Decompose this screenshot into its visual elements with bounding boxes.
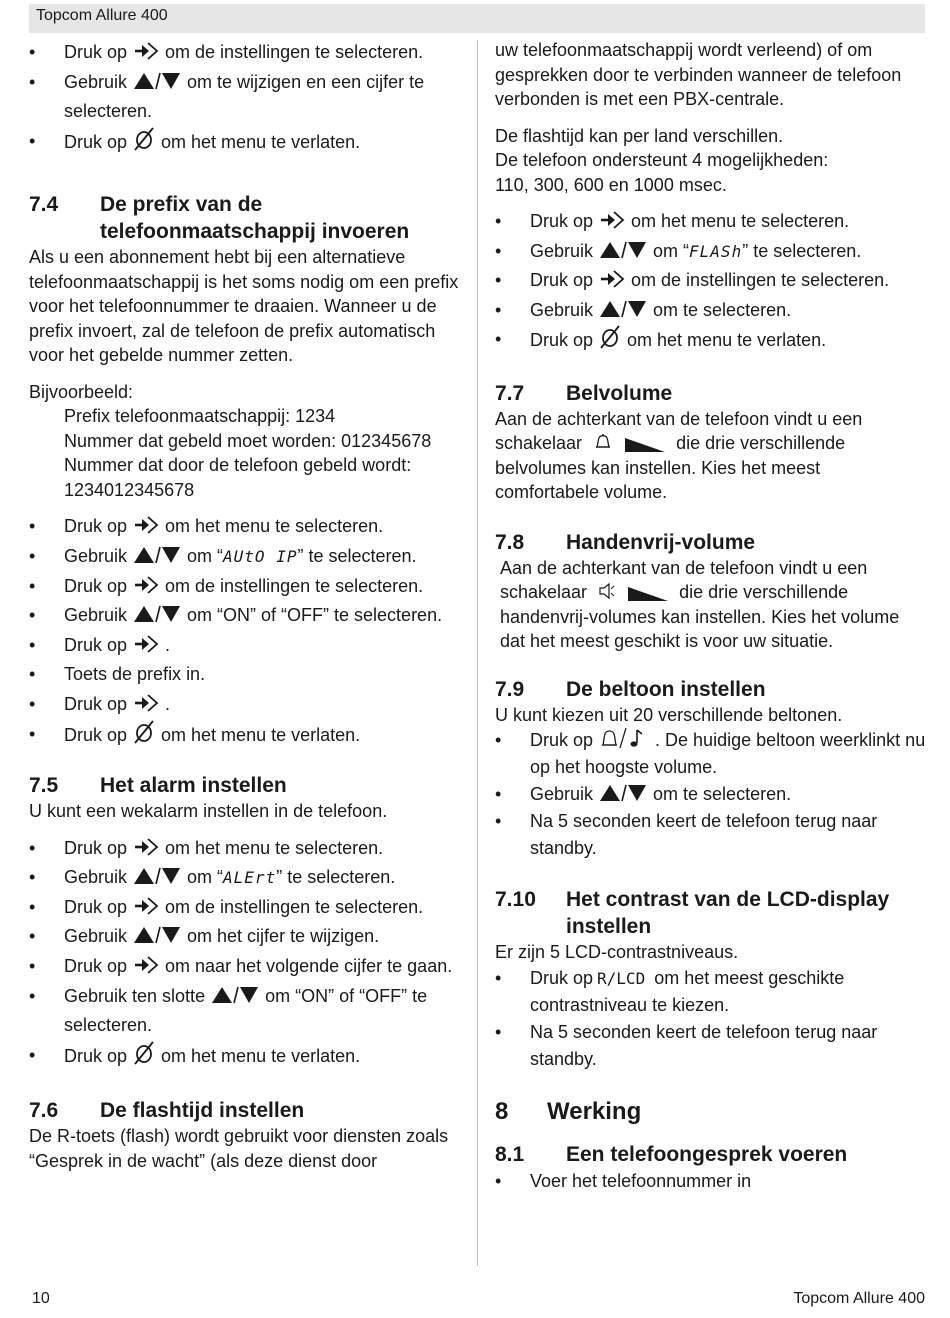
menu-arrow-icon xyxy=(127,897,165,917)
menu-arrow-icon xyxy=(127,576,165,596)
list-item: • Gebruik om te wijzigen en een cijfer te selecteren. xyxy=(29,68,469,127)
menu-arrow-icon xyxy=(127,635,165,655)
prefix-steps xyxy=(29,512,469,750)
footer-product: Topcom Allure 400 xyxy=(793,1290,925,1307)
list-item: • Druk op om de instellingen te selecteren. xyxy=(29,572,469,602)
example-line: Prefix telefoonmaatschappij: 1234 xyxy=(64,406,336,427)
list-item: • Druk op . De huidige beltoon weerklinkt nu op het hoogste volume. xyxy=(495,727,927,781)
page-number: 10 xyxy=(32,1290,50,1307)
exit-slash-circle-icon xyxy=(593,330,627,350)
list-item: • Druk op om het menu te verlaten. xyxy=(495,325,927,356)
bell-icon xyxy=(593,432,613,452)
list-item: • Na 5 seconden keert de telefoon terug naar standby. xyxy=(495,1019,927,1073)
list-item: • Druk op om naar het volgende cijfer te gaan. xyxy=(29,952,469,982)
list-item: • Gebruik ten slotte om “ON” of “OFF” te selecteren. xyxy=(29,982,469,1041)
list-item: • Gebruik om “ALErt” te selecteren. xyxy=(29,863,469,893)
menu-arrow-icon xyxy=(127,956,165,976)
intro-steps xyxy=(29,38,469,157)
section-paragraph: Als u een abonnement hebt bij een alternatieve telefoonmaatschappij is het soms nodig om een prefix voor het telefoonnummer te draaien. Wanneer u de prefix invoert, zal de telefoon de prefix automatisch voor het gebelde nummer zetten. xyxy=(29,247,459,366)
flash-paragraph: 110, 300, 600 en 1000 msec. xyxy=(495,174,727,195)
running-header xyxy=(29,4,925,33)
list-item: • Gebruik om “AUtO IP” te selecteren. xyxy=(29,542,469,572)
example-line: Nummer dat door de telefoon gebeld wordt: xyxy=(64,455,412,476)
up-down-arrows-icon xyxy=(593,241,653,261)
menu-arrow-icon xyxy=(127,694,165,714)
call-steps xyxy=(495,1168,927,1195)
list-item: • Gebruik om het cijfer te wijzigen. xyxy=(29,922,469,952)
header-title: Topcom Allure 400 xyxy=(36,7,168,24)
volume-ramp-icon xyxy=(625,436,665,452)
exit-slash-circle-icon xyxy=(127,132,161,152)
up-down-arrows-icon xyxy=(593,300,653,320)
list-item: • Gebruik om te selecteren. xyxy=(495,296,927,326)
section-paragraph: Aan de achterkant van de telefoon vindt u een schakelaar die drie verschillende handenvrij-volumes kan instellen. Kies het volume dat het meest geschikt is voor uw situatie. xyxy=(500,557,900,652)
bell-note-icon xyxy=(599,727,649,749)
section-heading-7-8: 7.8 Handenvrij-volume xyxy=(495,530,756,554)
list-item: • Druk op R/LCD om het meest geschikte contrastniveau te kiezen. xyxy=(495,965,927,1019)
left-column xyxy=(29,38,469,1173)
list-item: • Na 5 seconden keert de telefoon terug naar standby. xyxy=(495,808,927,862)
up-down-arrows-icon xyxy=(127,72,187,92)
menu-arrow-icon xyxy=(127,838,165,858)
list-item: • Voer het telefoonnummer in xyxy=(495,1168,927,1195)
section-heading-8: 8 Werking xyxy=(495,1097,642,1125)
section-heading-8-1: 8.1 Een telefoongesprek voeren xyxy=(495,1142,848,1166)
list-item: • Gebruik om “ON” of “OFF” te selecteren. xyxy=(29,601,469,631)
list-item: • Druk op om de instellingen te selecteren. xyxy=(495,266,927,296)
lcd-text: FLASh xyxy=(689,241,743,261)
exit-slash-circle-icon xyxy=(127,1046,161,1066)
menu-arrow-icon xyxy=(127,516,165,536)
example-line: 1234012345678 xyxy=(64,479,195,500)
up-down-arrows-icon xyxy=(593,784,653,804)
list-item: • Toets de prefix in. xyxy=(29,660,469,690)
exit-slash-circle-icon xyxy=(127,725,161,745)
right-column xyxy=(495,38,927,1195)
example-label: Bijvoorbeeld: xyxy=(29,381,134,402)
list-item: • Druk op om het menu te verlaten. xyxy=(29,720,469,751)
list-item: • Druk op om de instellingen te selecteren. xyxy=(29,38,469,68)
section-paragraph: U kunt een wekalarm instellen in de telefoon. xyxy=(29,801,388,822)
continued-paragraph: uw telefoonmaatschappij wordt verleend) of om gesprekken door te verbinden wanneer de telefoon verbonden is met een PBX-centrale. xyxy=(495,40,902,109)
list-item: • Druk op om het menu te verlaten. xyxy=(29,127,469,158)
section-paragraph: Er zijn 5 LCD-contrastniveaus. xyxy=(495,942,739,963)
up-down-arrows-icon xyxy=(127,546,187,566)
list-item: • Druk op om de instellingen te selecteren. xyxy=(29,893,469,923)
list-item: • Gebruik om “FLASh” te selecteren. xyxy=(495,237,927,267)
up-down-arrows-icon xyxy=(127,926,187,946)
section-heading-7-9: 7.9 De beltoon instellen xyxy=(495,677,766,701)
column-divider xyxy=(477,40,478,1266)
up-down-arrows-icon xyxy=(127,605,187,625)
list-item: • Druk op om het menu te selecteren. xyxy=(29,512,469,542)
up-down-arrows-icon xyxy=(205,986,265,1006)
list-item: • Druk op . xyxy=(29,631,469,661)
flash-paragraph: De flashtijd kan per land verschillen. xyxy=(495,125,784,146)
speaker-icon xyxy=(598,581,616,601)
list-item: • Druk op . xyxy=(29,690,469,720)
section-paragraph: Aan de achterkant van de telefoon vindt u een schakelaar die drie verschillende belvolumes kan instellen. Kies het meest comfortabele volume. xyxy=(495,408,863,503)
list-item: • Druk op om het menu te selecteren. xyxy=(29,834,469,864)
up-down-arrows-icon xyxy=(127,867,187,887)
menu-arrow-icon xyxy=(127,42,165,62)
menu-arrow-icon xyxy=(593,211,631,231)
flash-steps xyxy=(495,207,927,356)
contrast-steps xyxy=(495,965,927,1073)
section-heading-7-5: 7.5 Het alarm instellen xyxy=(29,774,287,798)
list-item: • Druk op om het menu te selecteren. xyxy=(495,207,927,237)
section-heading-7-7: 7.7 Belvolume xyxy=(495,381,673,405)
alarm-steps xyxy=(29,834,469,1072)
section-heading-7-4: 7.4 De prefix van de telefoonmaatschappij invoeren xyxy=(29,193,410,244)
lcd-text: ALErt xyxy=(223,868,277,888)
menu-arrow-icon xyxy=(593,270,631,290)
ringtone-steps xyxy=(495,727,927,862)
volume-ramp-icon xyxy=(628,585,668,601)
list-item: • Druk op om het menu te verlaten. xyxy=(29,1041,469,1072)
flash-paragraph: De telefoon ondersteunt 4 mogelijkheden: xyxy=(495,150,829,170)
example-line: Nummer dat gebeld moet worden: 012345678 xyxy=(64,430,432,451)
rlcd-key-label: R/LCD xyxy=(597,968,646,988)
section-paragraph: U kunt kiezen uit 20 verschillende beltonen. xyxy=(495,704,843,725)
section-paragraph: De R-toets (flash) wordt gebruikt voor diensten zoals “Gesprek in de wacht” (als deze dienst door xyxy=(29,1126,449,1171)
section-heading-7-6: 7.6 De flashtijd instellen xyxy=(29,1099,305,1123)
list-item: • Gebruik om te selecteren. xyxy=(495,781,927,808)
section-heading-7-10: 7.10 Het contrast van de LCD-display instellen xyxy=(495,888,890,939)
lcd-text: AUtO IP xyxy=(223,546,298,566)
